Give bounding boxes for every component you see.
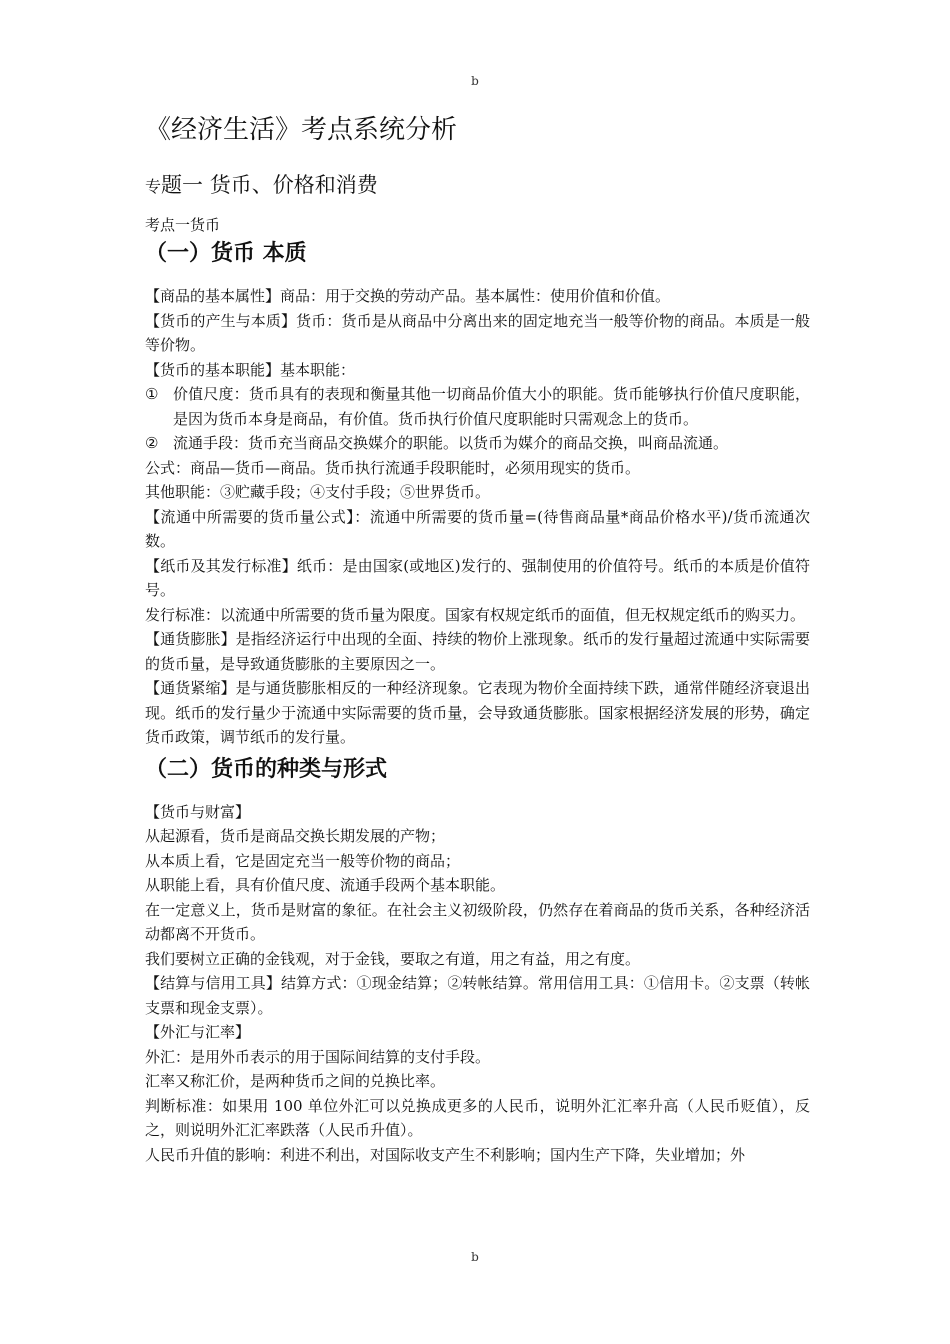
paragraph	[145, 358, 810, 383]
paragraph-text: 判断标准：如果用 100 单位外汇可以兑换成更多的人民币，说明外汇汇率升高（人民币贬值），反之，则说明外汇汇率跌落（人民币升值）。	[145, 1096, 810, 1139]
paragraph-tag: 【通货紧缩】	[145, 679, 236, 697]
paragraph	[145, 849, 810, 874]
document-body	[145, 110, 810, 1167]
section-heading-2: （二）货币的种类与形式	[145, 755, 388, 782]
list-item-text: 流通手段：货币充当商品交换媒介的职能。以货币为媒介的商品交换，叫商品流通。	[173, 434, 729, 452]
paragraph	[145, 971, 810, 1020]
paragraph-tag: 【纸币及其发行标准】	[145, 556, 297, 575]
list-item	[145, 382, 810, 431]
page-header: b	[471, 74, 479, 88]
paragraph	[145, 554, 810, 603]
list-item-text: 价值尺度：货币具有的表现和衡量其他一切商品价值大小的职能。货币能够执行价值尺度职能，是因为货币本身是商品，有价值。货币执行价值尺度职能时只需观念上的货币。	[173, 385, 810, 428]
paragraph	[145, 284, 810, 309]
list-item-number: ②	[145, 434, 159, 452]
paragraph-tag: 【通货膨胀】	[145, 630, 236, 648]
paragraph	[145, 800, 810, 825]
paragraph	[145, 1094, 810, 1143]
paragraph-tag: 【外汇与汇率】	[145, 1023, 251, 1041]
section-2-paragraphs	[145, 800, 810, 1168]
paragraph-tag: 【货币的基本职能】	[145, 360, 281, 379]
paragraph	[145, 603, 810, 628]
paragraph-text: 基本职能：	[280, 360, 356, 379]
paragraph-text: 从职能上看，具有价值尺度、流通手段两个基本职能。	[145, 876, 506, 894]
paragraph-text: 公式：商品—货币—商品。货币执行流通手段职能时，必须用现实的货币。	[145, 458, 641, 477]
paragraph-text: 人民币升值的影响：利进不利出，对国际收支产生不利影响；国内生产下降，失业增加；外	[145, 1145, 746, 1164]
paragraph	[145, 1045, 810, 1070]
paragraph-tag: 【货币与财富】	[145, 802, 251, 821]
paragraph-text: 在一定意义上，货币是财富的象征。在社会主义初级阶段，仍然存在着商品的货币关系，各种经济活动都离不开货币。	[145, 900, 810, 943]
paragraph-text: 汇率又称汇价，是两种货币之间的兑换比率。	[145, 1072, 446, 1090]
paragraph	[145, 824, 810, 849]
paragraph-tag: 【流通中所需要的货币量公式】	[145, 507, 355, 526]
section-1-paragraphs	[145, 284, 810, 382]
topic-heading	[145, 170, 810, 202]
paragraph	[145, 309, 810, 358]
paragraph	[145, 456, 810, 481]
paragraph	[145, 676, 810, 750]
paragraph	[145, 627, 810, 676]
section-heading-1: （一）货币 本质	[145, 240, 307, 266]
paragraph-text: 结算方式：①现金结算；②转帐结算。常用信用工具：①信用卡。②支票（转帐支票和现金支票）。	[145, 974, 810, 1017]
paragraph-text: 货币：货币是从商品中分离出来的固定地充当一般等价物的商品。本质是一般等价物。	[145, 311, 810, 354]
paragraph	[145, 947, 810, 972]
paragraph-text: ：流通中所需要的货币量=(待售商品量*商品价格水平)/货币流通次数。	[145, 507, 810, 550]
paragraph-tag: 【结算与信用工具】	[145, 974, 282, 992]
paragraph	[145, 1069, 810, 1094]
list-item	[145, 431, 810, 456]
list-item-number: ①	[145, 385, 159, 403]
page-footer: b	[471, 1250, 479, 1264]
section-1-list	[145, 382, 810, 456]
paragraph-text: 是与通货膨胀相反的一种经济现象。它表现为物价全面持续下跌，通常伴随经济衰退出现。纸币的发行量少于流通中实际需要的货币量，会导致通货膨胀。国家根据经济发展的形势，确定货币政策，调节纸币的发行量。	[145, 679, 810, 746]
topic-rest: 题一 货币、价格和消费	[161, 173, 378, 197]
paragraph	[145, 1020, 810, 1045]
paragraph-text: 外汇：是用外币表示的用于国际间结算的支付手段。	[145, 1047, 491, 1066]
paragraph-text: 纸币：是由国家(或地区)发行的、强制使用的价值符号。纸币的本质是价值符号。	[145, 556, 810, 599]
paragraph	[145, 1143, 810, 1168]
topic-lead: 专	[145, 177, 162, 196]
paragraph	[145, 898, 810, 947]
paragraph-text: 从起源看，货币是商品交换长期发展的产物；	[145, 827, 446, 845]
paragraph-tag: 【商品的基本属性】	[145, 287, 281, 305]
paragraph-text: 商品：用于交换的劳动产品。基本属性：使用价值和价值。	[280, 287, 671, 305]
paragraph-text: 其他职能：③贮藏手段；④支付手段；⑤世界货币。	[145, 483, 491, 501]
paragraph-tag: 【货币的产生与本质】	[145, 311, 297, 330]
paragraph	[145, 480, 810, 505]
paragraph	[145, 505, 810, 554]
paragraph-text: 从本质上看，它是固定充当一般等价物的商品；	[145, 851, 461, 870]
point-heading: 考点一货币	[145, 216, 221, 234]
document-title: 《经济生活》考点系统分析	[145, 115, 458, 145]
paragraph-text: 我们要树立正确的金钱观，对于金钱，要取之有道，用之有益，用之有度。	[145, 949, 641, 968]
paragraph	[145, 873, 810, 898]
paragraph-text: 发行标准：以流通中所需要的货币量为限度。国家有权规定纸币的面值，但无权规定纸币的购买力。	[145, 605, 806, 624]
section-1-paragraphs-2	[145, 456, 810, 750]
paragraph-text: 是指经济运行中出现的全面、持续的物价上涨现象。纸币的发行量超过流通中实际需要的货币量，是导致通货膨胀的主要原因之一。	[145, 630, 810, 673]
